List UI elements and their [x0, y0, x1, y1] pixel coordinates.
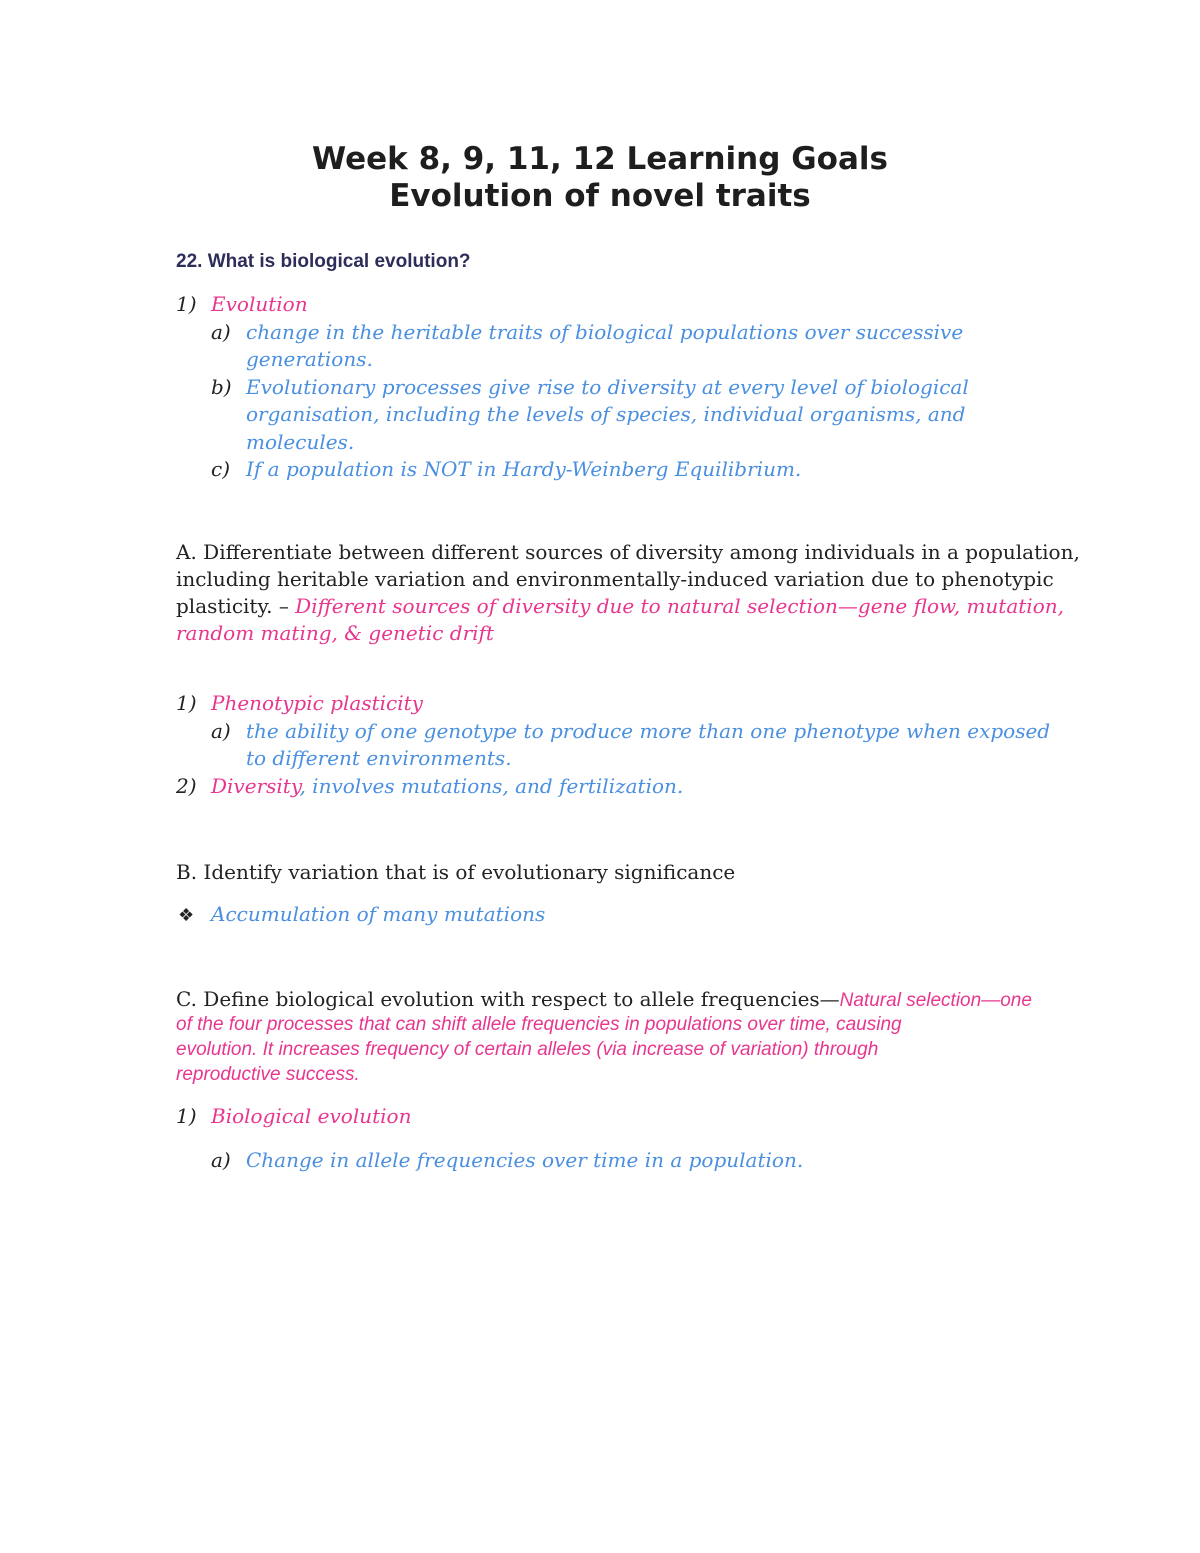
list-number: 1)	[176, 1104, 197, 1128]
question-heading: 22. What is biological evolution?	[176, 251, 471, 272]
paragraph-line: including heritable variation and environmentally-induced variation due to phenotypic	[176, 567, 1054, 591]
list-number: 1)	[176, 691, 197, 715]
list-item-text: Evolutionary processes give rise to diversity at every level of biological	[246, 375, 969, 399]
list-heading-phenotypic-plasticity: Phenotypic plasticity	[211, 691, 423, 715]
list-number: 2)	[176, 774, 197, 798]
paragraph-line	[176, 620, 494, 647]
paragraph-line: B. Identify variation that is of evolutionary significance	[176, 860, 736, 884]
paragraph-line	[176, 593, 1064, 620]
paragraph-text: plasticity. –	[176, 594, 296, 618]
list-heading-biological-evolution: Biological evolution	[211, 1104, 412, 1128]
list-letter: a)	[211, 320, 231, 344]
list-item-text: the ability of one genotype to produce more than one phenotype when exposed	[246, 719, 1051, 743]
list-item-text: Change in allele frequencies over time in a population.	[246, 1148, 804, 1172]
paragraph-answer: Different sources of diversity due to natural selection—gene flow, mutation,	[295, 594, 1064, 618]
list-heading-evolution: Evolution	[211, 292, 308, 316]
list-item-text: change in the heritable traits of biological populations over successive	[246, 320, 964, 344]
paragraph-text: C. Define biological evolution with respect to allele frequencies—	[176, 987, 840, 1011]
bullet-diamond-icon: ❖	[178, 905, 195, 926]
list-item-text: molecules.	[246, 430, 355, 454]
page-title: Week 8, 9, 11, 12 Learning Goals	[312, 141, 888, 177]
list-item-text: If a population is NOT in Hardy-Weinberg Equilibrium.	[246, 457, 802, 481]
page-subtitle: Evolution of novel traits	[389, 178, 811, 214]
paragraph-line	[176, 986, 1032, 1013]
paragraph-answer: Natural selection—one	[839, 990, 1032, 1011]
paragraph-line: A. Differentiate between different sources of diversity among individuals in a population,	[176, 540, 1080, 564]
list-item-text: organisation, including the levels of species, individual organisms, and	[246, 402, 966, 426]
list-heading-diversity	[211, 773, 683, 800]
list-letter: a)	[211, 719, 231, 743]
list-number: 1)	[176, 292, 197, 316]
list-item-text: generations.	[246, 347, 373, 371]
list-letter: a)	[211, 1148, 231, 1172]
list-item-text: to different environments.	[246, 746, 512, 770]
paragraph-answer-line: of the four processes that can shift allele frequencies in populations over time, causing	[176, 1014, 902, 1035]
paragraph-answer-line: evolution. It increases frequency of certain alleles (via increase of variation) through	[176, 1039, 879, 1060]
diversity-text: , involves mutations, and fertilization.	[299, 774, 684, 798]
list-letter: b)	[211, 375, 232, 399]
paragraph-answer-line: reproductive success.	[176, 1064, 360, 1085]
diversity-term: Diversity	[211, 774, 300, 798]
paragraph-answer: random mating, & genetic drift	[176, 621, 494, 645]
bullet-item-text: Accumulation of many mutations	[211, 902, 546, 926]
list-letter: c)	[211, 457, 231, 481]
